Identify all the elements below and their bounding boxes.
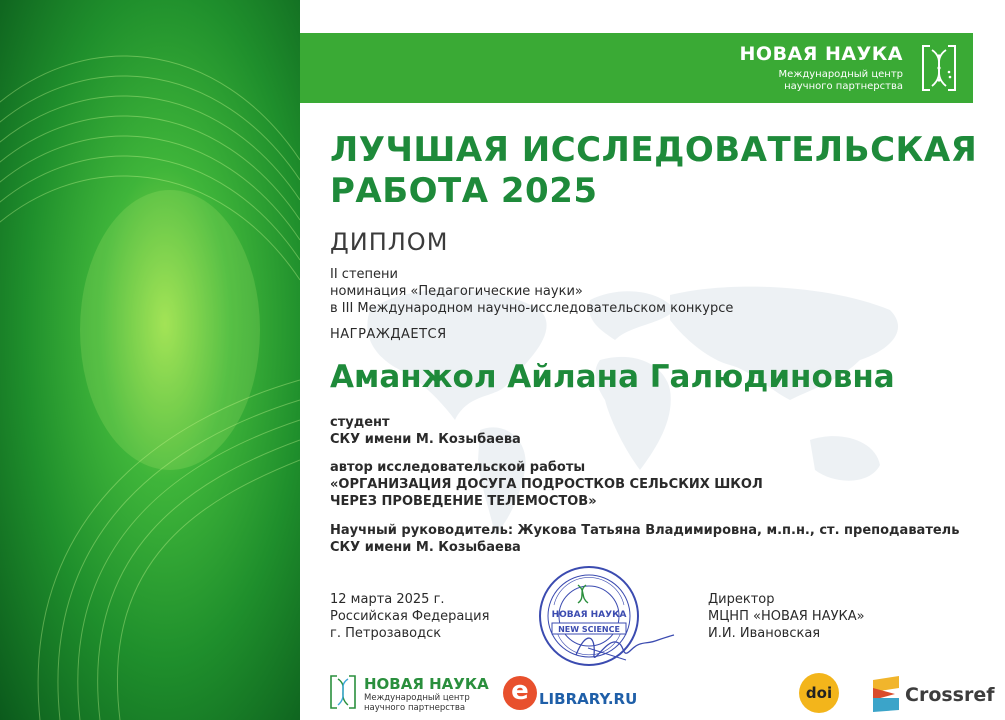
recipient-institution: СКУ имени М. Козыбаева — [330, 432, 521, 447]
date-place-block — [330, 591, 489, 642]
stamp-band-text: NEW SCIENCE — [558, 625, 620, 634]
work-title-line2: ЧЕРЕЗ ПРОВЕДЕНИЕ ТЕЛЕМОСТОВ» — [330, 494, 597, 509]
recipient-status: студент — [330, 415, 390, 430]
awarded-label: НАГРАЖДАЕТСЯ — [330, 327, 447, 342]
recipient-name: Аманжол Айлана Галюдиновна — [330, 359, 895, 395]
award-details — [330, 266, 733, 317]
header-brand: НОВАЯ НАУКА — [739, 43, 903, 65]
contest-text: в III Международном научно-исследовательском конкурсе — [330, 301, 734, 316]
elibrary-e-icon: e — [503, 676, 537, 710]
certificate-title — [330, 130, 990, 212]
crossref-logo — [873, 676, 1001, 716]
footer-sub1: Международный центр — [364, 693, 470, 703]
stamp-center-text: НОВАЯ НАУКА — [551, 610, 627, 620]
crossref-text: Crossref — [905, 684, 995, 706]
header-subtitle-line1: Международный центр — [778, 69, 903, 80]
work-title-line1: «ОРГАНИЗАЦИЯ ДОСУГА ПОДРОСТКОВ СЕЛЬСКИХ ШКОЛ — [330, 477, 763, 492]
supervisor-institution: СКУ имени М. Козыбаева — [330, 540, 521, 555]
issue-country: Российская Федерация — [330, 609, 490, 624]
nomination-text: номинация «Педагогические науки» — [330, 284, 583, 299]
director-org: МЦНП «НОВАЯ НАУКА» — [708, 609, 865, 624]
novaya-nauka-footer-logo — [330, 674, 490, 714]
handwritten-signature — [566, 610, 676, 670]
decorative-green-panel — [0, 0, 300, 720]
dna-logo-icon — [921, 44, 957, 92]
elibrary-logo — [503, 676, 638, 716]
director-name: И.И. Ивановская — [708, 626, 821, 641]
header-subtitle — [779, 69, 903, 93]
work-info — [330, 459, 763, 510]
footer-sub2: научного партнерства — [364, 703, 466, 713]
footer-brand: НОВАЯ НАУКА — [364, 675, 489, 693]
degree-text: II степени — [330, 267, 398, 282]
header-subtitle-line2: научного партнерства — [784, 81, 903, 92]
director-label: Директор — [708, 592, 775, 607]
director-block — [708, 591, 865, 642]
supervisor-text: Научный руководитель: Жукова Татьяна Владимировна, м.п.н., ст. преподаватель — [330, 523, 960, 538]
dna-logo-small-icon — [330, 675, 356, 709]
doi-logo — [799, 673, 843, 713]
title-line2: РАБОТА 2025 — [330, 171, 598, 211]
elibrary-text: LIBRARY.RU — [539, 690, 638, 708]
wave-lines-graphic — [0, 0, 300, 720]
author-label: автор исследовательской работы — [330, 460, 586, 475]
document-type: ДИПЛОМ — [330, 228, 449, 256]
title-line1: ЛУЧШАЯ ИССЛЕДОВАТЕЛЬСКАЯ — [330, 130, 978, 170]
doi-badge: doi — [799, 673, 839, 713]
crossref-mark-icon — [873, 676, 903, 712]
recipient-info — [330, 414, 521, 448]
issue-date: 12 марта 2025 г. — [330, 592, 445, 607]
header-band — [300, 33, 973, 103]
supervisor-info — [330, 522, 959, 556]
issue-city: г. Петрозаводск — [330, 626, 442, 641]
